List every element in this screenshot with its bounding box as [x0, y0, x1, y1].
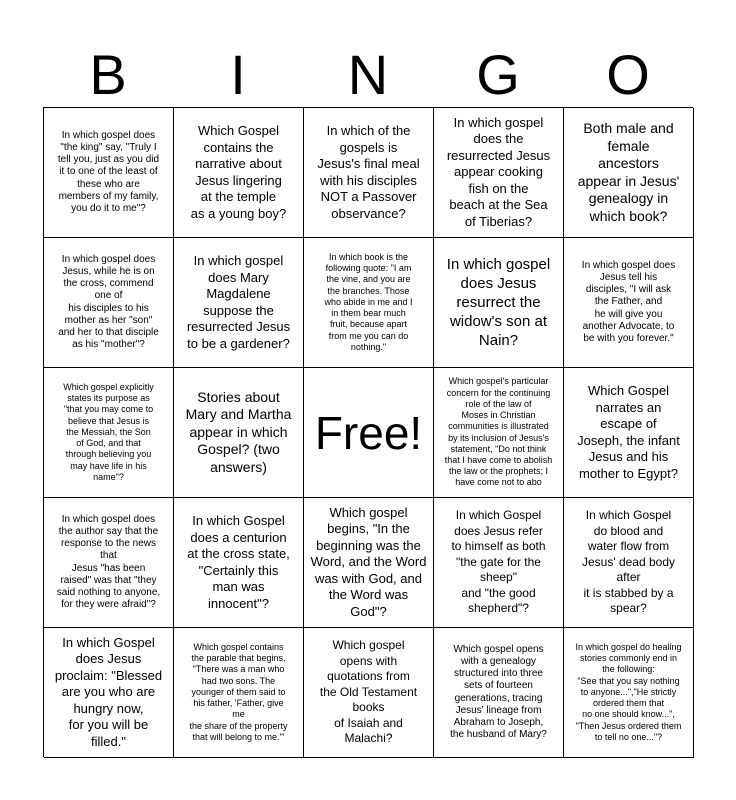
bingo-cell[interactable] [304, 108, 434, 238]
bingo-cell[interactable] [564, 368, 694, 498]
bingo-cell[interactable] [434, 238, 564, 368]
cell-text: In which gospel does the resurrected Jesus appear cooking fish on the beach at the Sea of Tiberias? [446, 114, 551, 229]
bingo-cell[interactable] [174, 238, 304, 368]
bingo-card-grid [43, 107, 693, 757]
cell-text: In which Gospel do blood and water flow from Jesus' dead body after it is stabbed by a spear? [581, 508, 676, 616]
cell-text: In which gospel does Jesus resurrect the widow's son at Nain? [446, 256, 551, 349]
cell-text: Both male and female ancestors appear in Jesus' genealogy in which book? [577, 120, 680, 224]
bingo-title [43, 44, 693, 106]
cell-text: In which gospel does Jesus tell his disciples, "I will ask the Father, and he will give you another Advocate, to be with you forever." [581, 259, 676, 344]
cell-text: Which gospel explicitly states its purpose as "that you may come to believe that Jesus is the Messiah, the Son of God, and that through believing you may have life in his name"? [63, 382, 154, 482]
bingo-cell[interactable] [564, 108, 694, 238]
bingo-cell[interactable] [174, 108, 304, 238]
bingo-cell[interactable] [304, 498, 434, 628]
cell-text: In which Gospel does Jesus refer to himself as both "the gate for the sheep" and "the good shepherd"? [451, 508, 546, 616]
cell-text: In which Gospel does a centurion at the cross state, "Certainly this man was innocent"? [187, 513, 290, 611]
cell-text: In which gospel does Mary Magdalene suppose the resurrected Jesus to be a gardener? [186, 253, 291, 351]
cell-text: In which gospel does the author say that the response to the news that Jesus "has been raised" was that "they said nothing to anyone, for they were afraid"? [56, 513, 161, 611]
cell-text: Which gospel opens with a genealogy structured into three sets of fourteen generations, tracing Jesus' lineage from Abraham to Joseph, the husband of Mary? [450, 643, 547, 741]
cell-text: Which gospel's particular concern for the continuing role of the law of Moses in Christian communities is illustrated by its inclusion of Jesus's statement, "Do not think that I have come to abolish the law or the prophets; I have come not to abo [444, 376, 553, 488]
bingo-cell[interactable] [44, 238, 174, 368]
bingo-cell[interactable] [434, 498, 564, 628]
cell-text: In which gospel does Jesus, while he is on the cross, commend one of his disciples to his mother as her "son" and her to that disciple as his "mother"? [58, 253, 159, 351]
title-letter-i: I [230, 43, 246, 106]
bingo-cell[interactable] [564, 498, 694, 628]
bingo-cell[interactable] [44, 498, 174, 628]
free-space-cell[interactable] [304, 368, 434, 498]
bingo-cell[interactable] [564, 238, 694, 368]
bingo-cell[interactable] [434, 368, 564, 498]
cell-text: Stories about Mary and Martha appear in which Gospel? (two answers) [185, 388, 292, 475]
cell-text: In which Gospel does Jesus proclaim: "Blessed are you who are hungry now, for you will be filled." [54, 634, 163, 749]
cell-text: Which Gospel contains the narrative about Jesus lingering at the temple as a young boy? [190, 123, 287, 221]
bingo-cell[interactable] [174, 628, 304, 758]
bingo-cell[interactable] [174, 368, 304, 498]
cell-text: Which Gospel narrates an escape of Joseph, the infant Jesus and his mother to Egypt? [577, 383, 680, 481]
bingo-cell[interactable] [434, 628, 564, 758]
bingo-cell[interactable] [174, 498, 304, 628]
bingo-cell[interactable] [44, 628, 174, 758]
bingo-cell[interactable] [44, 108, 174, 238]
cell-text: In which of the gospels is Jesus's final meal with his disciples NOT a Passover observance? [317, 123, 420, 221]
cell-text: In which gospel does "the king" say, "Truly I tell you, just as you did it to one of the least of these who are members of my family, you do it to me"? [57, 129, 160, 214]
cell-text: In which gospel do healing stories commonly end in the following: "See that you say nothing to anyone...","He strictly ordered them that no one should know...", "Then Jesus ordered them to tell no one..."? [575, 642, 682, 742]
cell-text: Which gospel opens with quotations from the Old Testament books of Isaiah and Malachi? [319, 638, 418, 746]
title-letter-n: N [347, 43, 389, 106]
cell-text: Which gospel contains the parable that begins, "There was a man who had two sons. The younger of them said to his father, 'Father, give me the share of the property that will belong to me.'" [189, 642, 288, 742]
bingo-cell[interactable] [304, 238, 434, 368]
bingo-cell[interactable] [44, 368, 174, 498]
bingo-cell[interactable] [434, 108, 564, 238]
free-space-text: Free! [314, 406, 423, 459]
title-letter-o: O [606, 43, 650, 106]
title-letter-b: B [89, 43, 127, 106]
cell-text: Which gospel begins, "In the beginning was the Word, and the Word was with God, and the Word was God"? [310, 504, 427, 619]
bingo-cell[interactable] [564, 628, 694, 758]
cell-text: In which book is the following quote: "I am the vine, and you are the branches. Those who abide in me and I in them bear much fruit, because apart from me you can do nothing." [324, 252, 413, 352]
title-letter-g: G [476, 43, 520, 106]
bingo-cell[interactable] [304, 628, 434, 758]
